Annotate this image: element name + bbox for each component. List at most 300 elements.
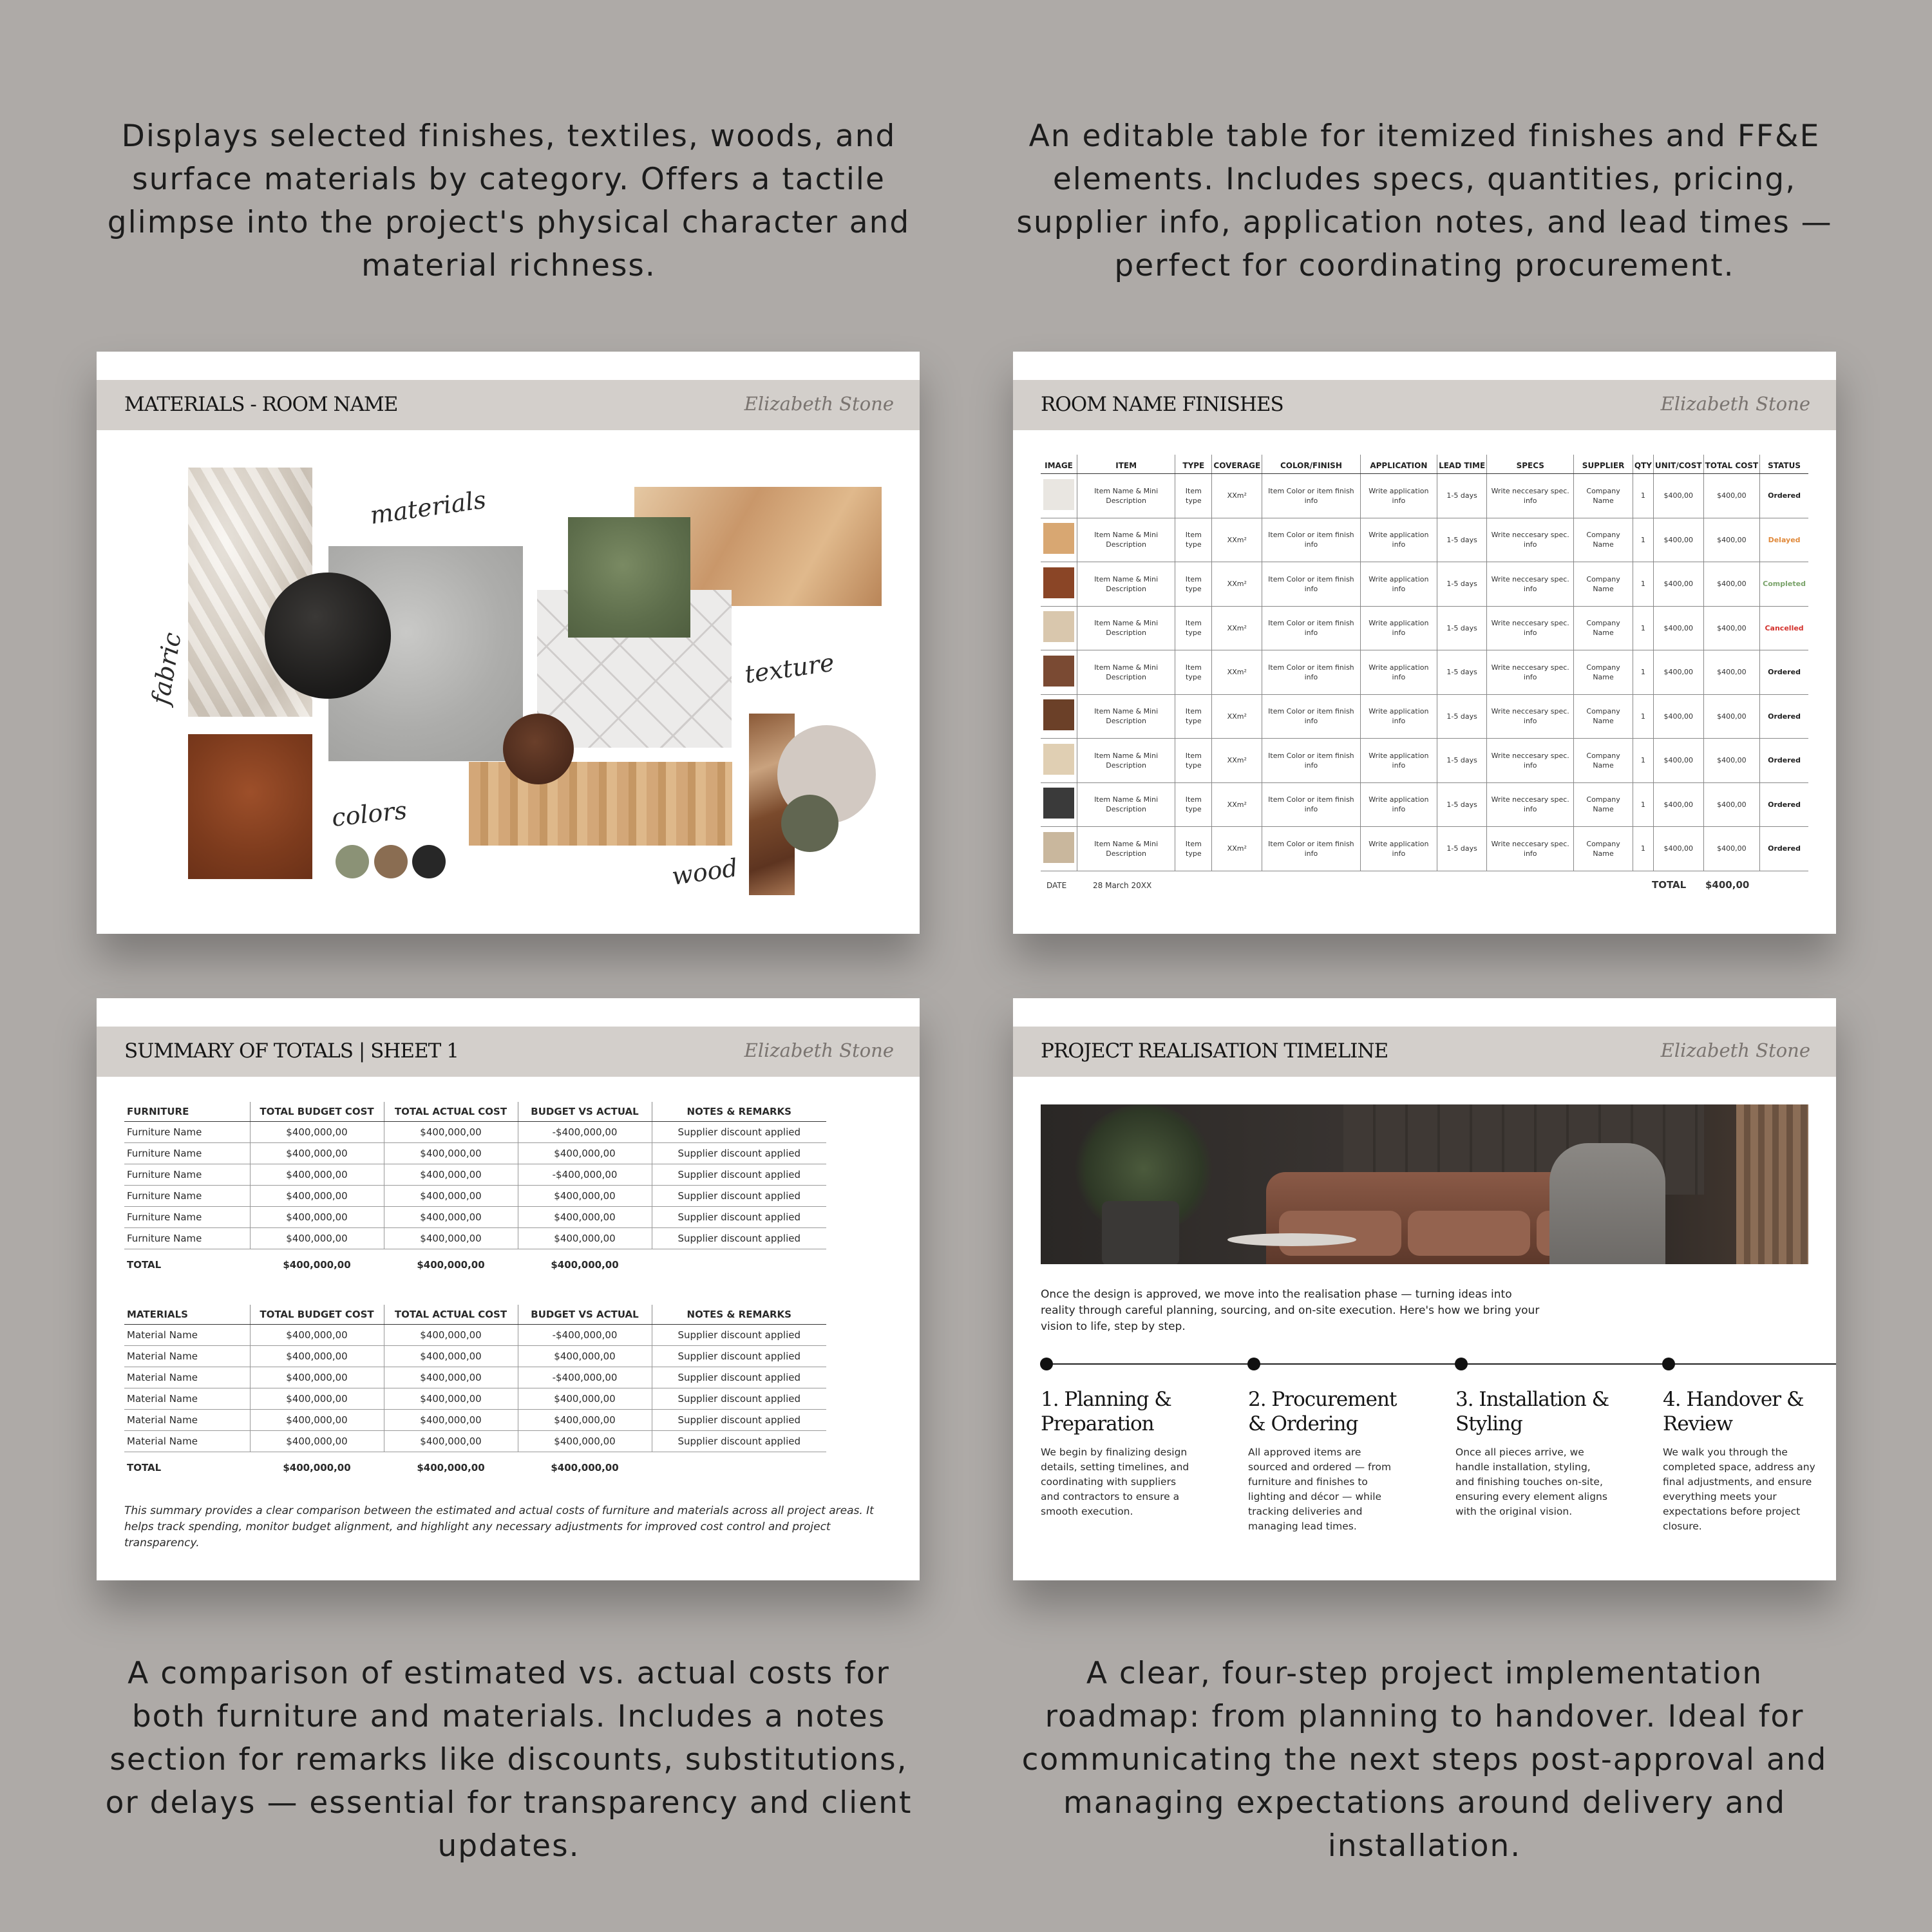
column-header: ITEM xyxy=(1077,455,1175,474)
column-header: TYPE xyxy=(1175,455,1212,474)
cell-unit: $400,00 xyxy=(1653,694,1703,739)
column-header: UNIT/COST xyxy=(1653,455,1703,474)
table-row xyxy=(1041,650,1808,695)
table-row xyxy=(124,1207,826,1228)
status-cell xyxy=(1760,694,1808,739)
summary-note: This summary provides a clear comparison between the estimated and actual costs of furniture and materials across all project areas. It helps track spending, monitor budget alignment, and highlight any necessary adjustments for improved cost control and project transparency. xyxy=(124,1504,874,1549)
column-header: SPECS xyxy=(1487,455,1574,474)
table-cell: Furniture Name xyxy=(124,1207,250,1228)
cell-specs: Write neccesary spec. info xyxy=(1487,518,1574,562)
timeline-marker xyxy=(1040,1358,1053,1370)
status-badge: Completed xyxy=(1763,580,1806,589)
brand-signature: Elizabeth Stone xyxy=(744,393,894,415)
total-label: TOTAL xyxy=(1652,879,1687,891)
table-cell: $400,000,00 xyxy=(250,1388,384,1410)
walnut-round-swatch xyxy=(503,714,574,784)
cell-supplier: Company Name xyxy=(1574,606,1633,650)
item-image-cell xyxy=(1041,606,1077,650)
item-thumbnail xyxy=(1043,479,1074,510)
cell-coverage: XXm² xyxy=(1212,518,1262,562)
brand-signature: Elizabeth Stone xyxy=(1660,393,1810,415)
table-row xyxy=(124,1367,826,1388)
column-header: COVERAGE xyxy=(1212,455,1262,474)
cell-unit: $400,00 xyxy=(1653,606,1703,650)
column-header: QTY xyxy=(1633,455,1653,474)
cell-specs: Write neccesary spec. info xyxy=(1487,782,1574,827)
label-fabric: fabric xyxy=(146,630,187,707)
table-cell: $400,000,00 xyxy=(384,1410,518,1431)
olive-color-circle xyxy=(781,795,838,852)
table-cell: $400,000,00 xyxy=(384,1143,518,1164)
status-badge: Cancelled xyxy=(1765,623,1804,632)
cell-qty: 1 xyxy=(1633,650,1653,695)
total-cell: TOTAL xyxy=(127,1461,162,1473)
label-texture: texture xyxy=(743,648,836,689)
column-header: COLOR/FINISH xyxy=(1262,455,1361,474)
column-header: MATERIALS xyxy=(124,1305,250,1325)
caption-timeline: A clear, four-step project implementation roadmap: from planning to handover. Ideal for communicating the next steps post-approval and managing expectations around delivery and installation. xyxy=(1021,1656,1828,1864)
table-cell: $400,000,00 xyxy=(384,1325,518,1346)
label-wood: wood xyxy=(670,853,740,891)
item-image-cell xyxy=(1041,827,1077,871)
cell-application: Write application info xyxy=(1360,518,1437,562)
total-cell: $400,000,00 xyxy=(283,1461,351,1473)
finishes-table xyxy=(1041,455,1808,871)
table-cell: $400,000,00 xyxy=(384,1346,518,1367)
summary-slide xyxy=(97,998,920,1580)
table-cell: $400,000,00 xyxy=(384,1431,518,1452)
cell-type: Item type xyxy=(1175,562,1212,607)
column-header: FURNITURE xyxy=(124,1102,250,1122)
timeline-marker xyxy=(1455,1358,1468,1370)
finishes-slide xyxy=(1013,352,1836,934)
cell-supplier: Company Name xyxy=(1574,474,1633,518)
total-cell xyxy=(652,1249,826,1280)
cell-lead: 1-5 days xyxy=(1437,782,1487,827)
green-plaster-swatch xyxy=(568,517,690,638)
timeline-line xyxy=(1046,1363,1836,1365)
total-cell: $400,000,00 xyxy=(283,1258,351,1271)
table-row xyxy=(1041,827,1808,871)
cell-supplier: Company Name xyxy=(1574,827,1633,871)
table-cell: Supplier discount applied xyxy=(652,1346,826,1367)
item-thumbnail xyxy=(1043,788,1074,819)
cell-type: Item type xyxy=(1175,739,1212,783)
cell-specs: Write neccesary spec. info xyxy=(1487,606,1574,650)
table-cell: $400,000,00 xyxy=(250,1122,384,1143)
cell-coverage: XXm² xyxy=(1212,782,1262,827)
cell-supplier: Company Name xyxy=(1574,562,1633,607)
table-row xyxy=(124,1228,826,1249)
cell-finish: Item Color or item finish info xyxy=(1262,739,1361,783)
column-header: TOTAL BUDGET COST xyxy=(250,1305,384,1325)
cell-lead: 1-5 days xyxy=(1437,518,1487,562)
cell-application: Write application info xyxy=(1360,694,1437,739)
cell-unit: $400,00 xyxy=(1653,562,1703,607)
item-image-cell xyxy=(1041,650,1077,695)
cell-total: $400,00 xyxy=(1703,782,1760,827)
table-row xyxy=(124,1143,826,1164)
cell-supplier: Company Name xyxy=(1574,650,1633,695)
table-cell: $400,000,00 xyxy=(518,1143,652,1164)
column-header: NOTES & REMARKS xyxy=(652,1305,826,1325)
table-cell: $400,000,00 xyxy=(518,1186,652,1207)
table-cell: Supplier discount applied xyxy=(652,1325,826,1346)
column-header: TOTAL ACTUAL COST xyxy=(384,1305,518,1325)
table-row xyxy=(124,1346,826,1367)
status-cell xyxy=(1760,739,1808,783)
slide-header xyxy=(97,1027,920,1077)
step-title: 4. Handover & Review xyxy=(1663,1388,1804,1435)
cell-type: Item type xyxy=(1175,650,1212,695)
summary-header-row xyxy=(124,1102,826,1122)
cell-coverage: XXm² xyxy=(1212,606,1262,650)
table-cell: Supplier discount applied xyxy=(652,1388,826,1410)
table-cell: $400,000,00 xyxy=(384,1122,518,1143)
total-cell: $400,000,00 xyxy=(551,1461,619,1473)
cell-total: $400,00 xyxy=(1703,827,1760,871)
caption-materials: Displays selected finishes, textiles, woods, and surface materials by category. Offers a tactile glimpse into the project's physical character and material richness. xyxy=(107,118,911,283)
table-cell: $400,000,00 xyxy=(384,1367,518,1388)
table-row xyxy=(124,1388,826,1410)
cell-total: $400,00 xyxy=(1703,739,1760,783)
table-cell: $400,000,00 xyxy=(384,1388,518,1410)
cell-specs: Write neccesary spec. info xyxy=(1487,739,1574,783)
table-cell: Material Name xyxy=(124,1367,250,1388)
cell-application: Write application info xyxy=(1360,650,1437,695)
table-cell: $400,000,00 xyxy=(250,1207,384,1228)
status-cell xyxy=(1760,518,1808,562)
table-cell: $400,000,00 xyxy=(250,1228,384,1249)
total-row xyxy=(124,1249,826,1280)
table-cell: Supplier discount applied xyxy=(652,1367,826,1388)
caption-finishes: An editable table for itemized finishes and FF&E elements. Includes specs, quantities, pricing, supplier info, application notes, and lead times — perfect for coordinating procurement. xyxy=(1016,118,1833,283)
table-cell: Furniture Name xyxy=(124,1228,250,1249)
palette-dot-black xyxy=(412,845,446,878)
cell-application: Write application info xyxy=(1360,562,1437,607)
table-cell: $400,000,00 xyxy=(384,1186,518,1207)
cell-specs: Write neccesary spec. info xyxy=(1487,562,1574,607)
cell-specs: Write neccesary spec. info xyxy=(1487,827,1574,871)
status-cell xyxy=(1760,606,1808,650)
status-cell xyxy=(1760,827,1808,871)
cell-coverage: XXm² xyxy=(1212,739,1262,783)
cell-finish: Item Color or item finish info xyxy=(1262,782,1361,827)
cell-qty: 1 xyxy=(1633,606,1653,650)
column-header: NOTES & REMARKS xyxy=(652,1102,826,1122)
dark-marble-swatch xyxy=(265,573,391,699)
table-row xyxy=(124,1164,826,1186)
cell-coverage: XXm² xyxy=(1212,827,1262,871)
cell-lead: 1-5 days xyxy=(1437,739,1487,783)
palette-dot-brown xyxy=(374,845,408,878)
cell-type: Item type xyxy=(1175,694,1212,739)
status-badge: Ordered xyxy=(1768,491,1801,500)
summary-header-row xyxy=(124,1305,826,1325)
total-cell: $400,000,00 xyxy=(417,1461,485,1473)
cell-item: Item Name & Mini Description xyxy=(1077,782,1175,827)
cell-qty: 1 xyxy=(1633,782,1653,827)
cell-lead: 1-5 days xyxy=(1437,474,1487,518)
cell-finish: Item Color or item finish info xyxy=(1262,474,1361,518)
item-thumbnail xyxy=(1043,699,1074,730)
cell-lead: 1-5 days xyxy=(1437,606,1487,650)
status-badge: Delayed xyxy=(1768,535,1801,544)
total-cell: TOTAL xyxy=(127,1258,162,1271)
date-value: 28 March 20XX xyxy=(1093,881,1152,890)
table-cell: Material Name xyxy=(124,1388,250,1410)
timeline-intro: Once the design is approved, we move into the realisation phase — turning ideas into reality through careful planning, sourcing, and on-site execution. Here's how we bring your vision to life, step by step. xyxy=(1041,1288,1540,1333)
table-row xyxy=(124,1325,826,1346)
timeline-step-planning xyxy=(1041,1387,1195,1519)
table-cell: $400,000,00 xyxy=(518,1346,652,1367)
cell-qty: 1 xyxy=(1633,562,1653,607)
cell-coverage: XXm² xyxy=(1212,650,1262,695)
cell-unit: $400,00 xyxy=(1653,650,1703,695)
cell-total: $400,00 xyxy=(1703,694,1760,739)
total-value: $400,00 xyxy=(1705,879,1750,891)
table-cell: $400,000,00 xyxy=(518,1388,652,1410)
item-image-cell xyxy=(1041,739,1077,783)
palette-dot-sage xyxy=(336,845,369,878)
cell-finish: Item Color or item finish info xyxy=(1262,827,1361,871)
cell-specs: Write neccesary spec. info xyxy=(1487,650,1574,695)
cell-type: Item type xyxy=(1175,518,1212,562)
timeline-slide xyxy=(1013,998,1836,1580)
cell-qty: 1 xyxy=(1633,694,1653,739)
cell-unit: $400,00 xyxy=(1653,782,1703,827)
cell-type: Item type xyxy=(1175,827,1212,871)
cell-application: Write application info xyxy=(1360,474,1437,518)
cell-application: Write application info xyxy=(1360,739,1437,783)
timeline-step-installation xyxy=(1455,1387,1610,1519)
step-text: We walk you through the completed space, address any final adjustments, and ensure everything meets your expectations before project closure. xyxy=(1663,1446,1815,1532)
cell-total: $400,00 xyxy=(1703,474,1760,518)
total-cell: $400,000,00 xyxy=(417,1258,485,1271)
total-cell xyxy=(652,1452,826,1483)
slide-header xyxy=(1013,1027,1836,1077)
table-row xyxy=(1041,606,1808,650)
cell-item: Item Name & Mini Description xyxy=(1077,606,1175,650)
cell-specs: Write neccesary spec. info xyxy=(1487,694,1574,739)
table-cell: -$400,000,00 xyxy=(518,1122,652,1143)
cell-type: Item type xyxy=(1175,606,1212,650)
cell-finish: Item Color or item finish info xyxy=(1262,606,1361,650)
total-row xyxy=(124,1452,826,1483)
cell-specs: Write neccesary spec. info xyxy=(1487,474,1574,518)
table-cell: $400,000,00 xyxy=(518,1410,652,1431)
date-label: DATE xyxy=(1046,881,1067,890)
column-header: BUDGET VS ACTUAL xyxy=(518,1305,652,1325)
cell-total: $400,00 xyxy=(1703,606,1760,650)
timeline-step-procurement xyxy=(1248,1387,1403,1534)
table-cell: $400,000,00 xyxy=(518,1228,652,1249)
cell-item: Item Name & Mini Description xyxy=(1077,562,1175,607)
table-cell: $400,000,00 xyxy=(250,1367,384,1388)
step-text: All approved items are sourced and ordered — from furniture and finishes to lighting and décor — while tracking deliveries and managing lead times. xyxy=(1248,1446,1392,1532)
item-image-cell xyxy=(1041,474,1077,518)
column-header: SUPPLIER xyxy=(1574,455,1633,474)
item-thumbnail xyxy=(1043,611,1074,642)
slide-title: PROJECT REALISATION TIMELINE xyxy=(1041,1039,1388,1063)
status-cell xyxy=(1760,650,1808,695)
cell-unit: $400,00 xyxy=(1653,518,1703,562)
table-row xyxy=(124,1431,826,1452)
table-cell: $400,000,00 xyxy=(384,1164,518,1186)
table-cell: $400,000,00 xyxy=(250,1431,384,1452)
cell-qty: 1 xyxy=(1633,518,1653,562)
table-cell: $400,000,00 xyxy=(384,1207,518,1228)
cell-total: $400,00 xyxy=(1703,562,1760,607)
status-badge: Ordered xyxy=(1768,712,1801,721)
cell-coverage: XXm² xyxy=(1212,474,1262,518)
cell-application: Write application info xyxy=(1360,827,1437,871)
cell-finish: Item Color or item finish info xyxy=(1262,562,1361,607)
table-cell: Furniture Name xyxy=(124,1164,250,1186)
table-cell: $400,000,00 xyxy=(518,1431,652,1452)
slide-header xyxy=(97,380,920,430)
cell-item: Item Name & Mini Description xyxy=(1077,474,1175,518)
status-badge: Ordered xyxy=(1768,800,1801,809)
cell-item: Item Name & Mini Description xyxy=(1077,650,1175,695)
total-cell: $400,000,00 xyxy=(551,1258,619,1271)
item-thumbnail xyxy=(1043,567,1074,598)
brand-signature: Elizabeth Stone xyxy=(744,1039,894,1061)
label-materials: materials xyxy=(368,485,488,530)
table-cell: $400,000,00 xyxy=(250,1164,384,1186)
column-header: IMAGE xyxy=(1041,455,1077,474)
status-cell xyxy=(1760,782,1808,827)
cell-item: Item Name & Mini Description xyxy=(1077,827,1175,871)
table-cell: Furniture Name xyxy=(124,1122,250,1143)
item-image-cell xyxy=(1041,694,1077,739)
cell-total: $400,00 xyxy=(1703,650,1760,695)
cell-total: $400,00 xyxy=(1703,518,1760,562)
cell-type: Item type xyxy=(1175,782,1212,827)
cell-unit: $400,00 xyxy=(1653,474,1703,518)
step-title: 2. Procurement & Ordering xyxy=(1248,1388,1397,1435)
materials-slide xyxy=(97,352,920,934)
table-cell: $400,000,00 xyxy=(250,1143,384,1164)
label-colors: colors xyxy=(330,796,408,832)
table-row xyxy=(1041,782,1808,827)
item-image-cell xyxy=(1041,518,1077,562)
cell-finish: Item Color or item finish info xyxy=(1262,650,1361,695)
table-cell: Supplier discount applied xyxy=(652,1122,826,1143)
table-cell: Furniture Name xyxy=(124,1143,250,1164)
finishes-header-row xyxy=(1041,455,1808,474)
table-cell: -$400,000,00 xyxy=(518,1325,652,1346)
cell-supplier: Company Name xyxy=(1574,518,1633,562)
cell-lead: 1-5 days xyxy=(1437,827,1487,871)
slide-title: ROOM NAME FINISHES xyxy=(1041,393,1283,416)
materials-summary-table xyxy=(124,1305,826,1483)
item-thumbnail xyxy=(1043,523,1074,554)
oak-plank-swatch xyxy=(469,762,732,846)
timeline-marker xyxy=(1247,1358,1260,1370)
item-thumbnail xyxy=(1043,656,1074,687)
step-text: We begin by finalizing design details, setting timelines, and coordinating with suppliers and contractors to ensure a smooth execution. xyxy=(1041,1446,1189,1517)
column-header: TOTAL BUDGET COST xyxy=(250,1102,384,1122)
table-cell: $400,000,00 xyxy=(518,1207,652,1228)
table-cell: Supplier discount applied xyxy=(652,1228,826,1249)
slide-title: MATERIALS - ROOM NAME xyxy=(124,393,398,416)
table-cell: Furniture Name xyxy=(124,1186,250,1207)
column-header: TOTAL ACTUAL COST xyxy=(384,1102,518,1122)
cell-application: Write application info xyxy=(1360,606,1437,650)
timeline-marker xyxy=(1662,1358,1675,1370)
column-header: TOTAL COST xyxy=(1703,455,1760,474)
table-row xyxy=(1041,518,1808,562)
cell-lead: 1-5 days xyxy=(1437,562,1487,607)
item-thumbnail xyxy=(1043,744,1074,775)
table-cell: $400,000,00 xyxy=(250,1410,384,1431)
cell-unit: $400,00 xyxy=(1653,827,1703,871)
table-cell: $400,000,00 xyxy=(250,1325,384,1346)
table-cell: -$400,000,00 xyxy=(518,1164,652,1186)
timeline-step-handover xyxy=(1663,1387,1817,1534)
table-cell: $400,000,00 xyxy=(384,1228,518,1249)
cell-item: Item Name & Mini Description xyxy=(1077,518,1175,562)
status-badge: Ordered xyxy=(1768,844,1801,853)
table-cell: $400,000,00 xyxy=(250,1186,384,1207)
cell-lead: 1-5 days xyxy=(1437,694,1487,739)
table-cell: $400,000,00 xyxy=(250,1346,384,1367)
slide-title: SUMMARY OF TOTALS | SHEET 1 xyxy=(124,1039,459,1063)
item-thumbnail xyxy=(1043,832,1074,863)
table-cell: Supplier discount applied xyxy=(652,1143,826,1164)
table-cell: Supplier discount applied xyxy=(652,1431,826,1452)
cell-lead: 1-5 days xyxy=(1437,650,1487,695)
status-badge: Ordered xyxy=(1768,756,1801,765)
column-header: BUDGET VS ACTUAL xyxy=(518,1102,652,1122)
cell-supplier: Company Name xyxy=(1574,739,1633,783)
table-cell: Material Name xyxy=(124,1431,250,1452)
cell-qty: 1 xyxy=(1633,474,1653,518)
cell-coverage: XXm² xyxy=(1212,694,1262,739)
living-room-photo xyxy=(1041,1104,1808,1264)
status-cell xyxy=(1760,562,1808,607)
table-row xyxy=(124,1122,826,1143)
column-header: APPLICATION xyxy=(1360,455,1437,474)
step-text: Once all pieces arrive, we handle installation, styling, and finishing touches on-site, ensuring every element aligns with the original vision. xyxy=(1455,1446,1607,1517)
item-image-cell xyxy=(1041,562,1077,607)
table-row xyxy=(1041,739,1808,783)
leather-swatch xyxy=(188,734,312,879)
table-cell: Supplier discount applied xyxy=(652,1186,826,1207)
table-cell: Supplier discount applied xyxy=(652,1164,826,1186)
table-cell: -$400,000,00 xyxy=(518,1367,652,1388)
cell-item: Item Name & Mini Description xyxy=(1077,694,1175,739)
table-row xyxy=(124,1186,826,1207)
slide-header xyxy=(1013,380,1836,430)
step-title: 1. Planning & Preparation xyxy=(1041,1388,1171,1435)
table-row xyxy=(124,1410,826,1431)
status-cell xyxy=(1760,474,1808,518)
cell-qty: 1 xyxy=(1633,827,1653,871)
cell-unit: $400,00 xyxy=(1653,739,1703,783)
cell-item: Item Name & Mini Description xyxy=(1077,739,1175,783)
cell-finish: Item Color or item finish info xyxy=(1262,694,1361,739)
cell-application: Write application info xyxy=(1360,782,1437,827)
column-header: LEAD TIME xyxy=(1437,455,1487,474)
cell-qty: 1 xyxy=(1633,739,1653,783)
table-cell: Material Name xyxy=(124,1325,250,1346)
furniture-summary-table xyxy=(124,1102,826,1280)
cell-supplier: Company Name xyxy=(1574,782,1633,827)
table-row xyxy=(1041,474,1808,518)
table-cell: Supplier discount applied xyxy=(652,1207,826,1228)
